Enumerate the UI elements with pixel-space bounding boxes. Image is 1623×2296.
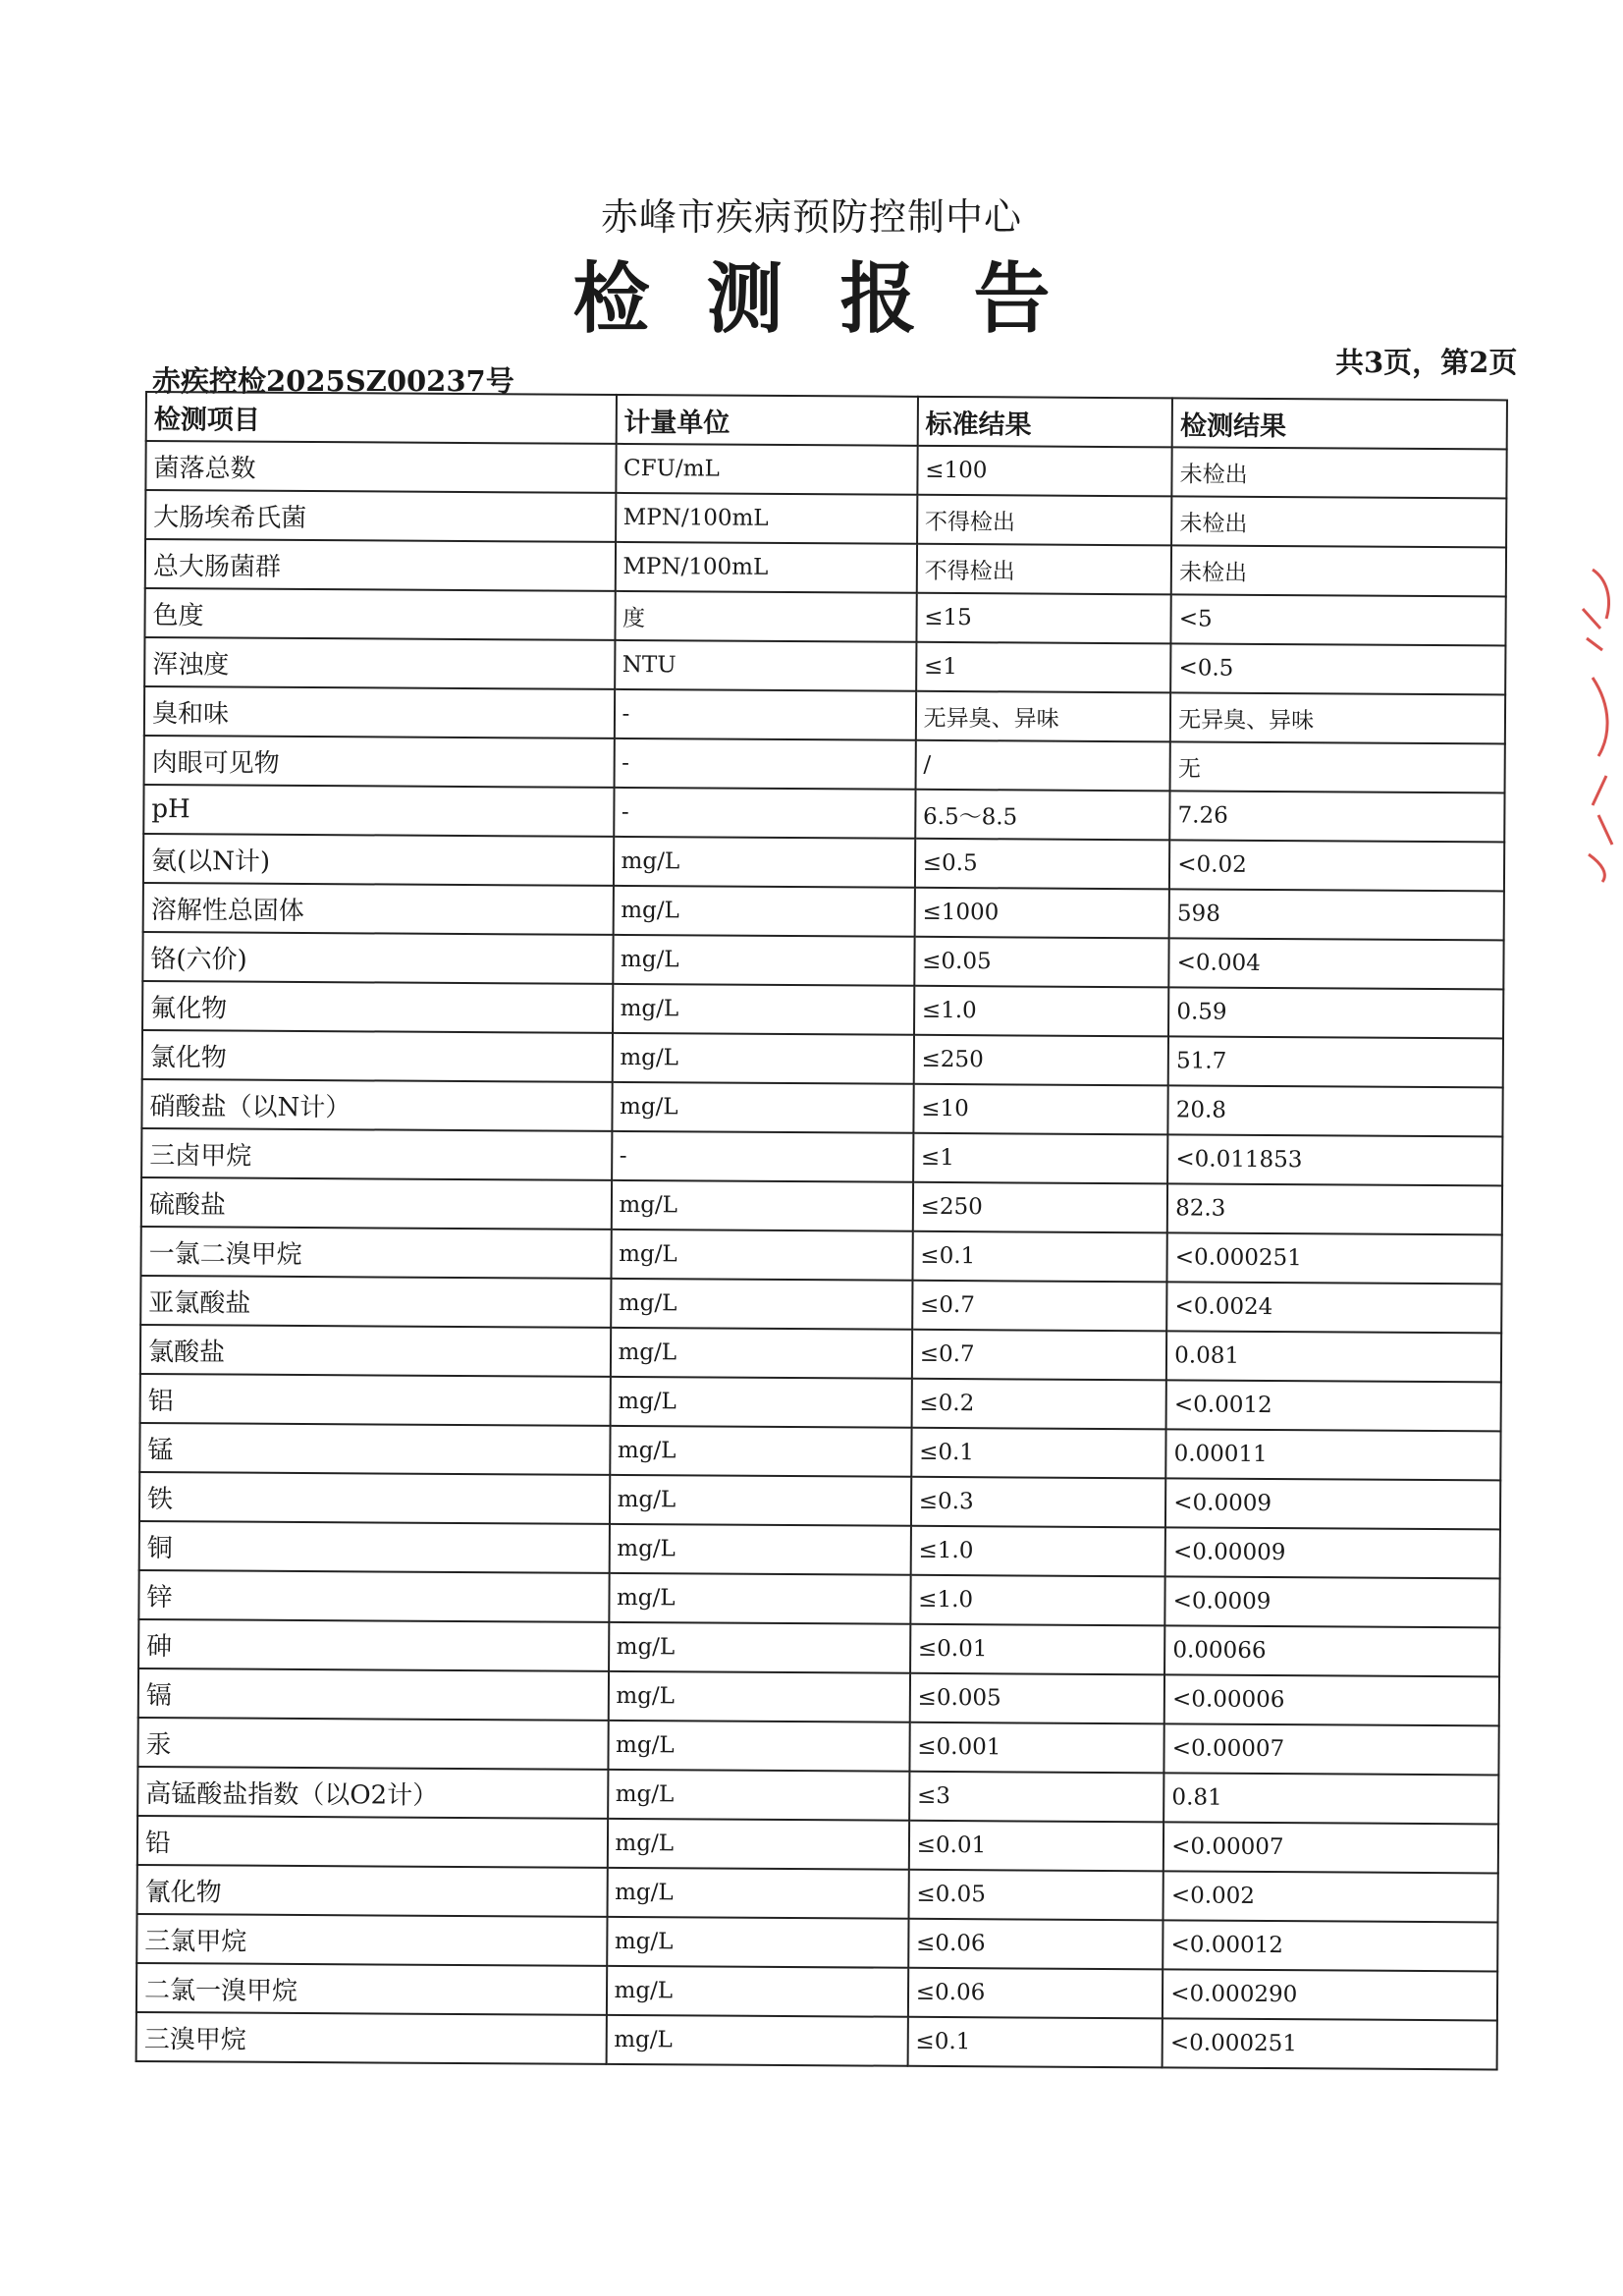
standard-cell: / [915, 740, 1170, 792]
item-cell: 二氯一溴甲烷 [136, 1963, 607, 2015]
table-header-row [146, 392, 1507, 449]
item-cell: 砷 [138, 1619, 609, 1671]
standard-cell: 无异臭、异味 [916, 691, 1171, 742]
table-row [136, 1914, 1497, 1971]
result-cell: <0.5 [1170, 643, 1505, 694]
standard-cell: ≤1.0 [910, 1575, 1165, 1626]
result-cell: 20.8 [1168, 1085, 1503, 1136]
table-row [138, 1570, 1499, 1627]
page-indicator: 共3页，第2页 [1335, 346, 1518, 379]
red-stamp-fragment [1563, 560, 1622, 884]
item-cell: 硝酸盐（以N计） [141, 1079, 612, 1131]
standard-cell: ≤0.06 [908, 1919, 1163, 1970]
item-cell: 总大肠菌群 [145, 539, 616, 591]
table-row [142, 1030, 1503, 1087]
item-cell: 三卤甲烷 [141, 1128, 612, 1180]
standard-cell: ≤15 [916, 593, 1171, 644]
standard-cell: ≤0.001 [909, 1722, 1164, 1774]
result-cell: <0.000251 [1163, 2018, 1497, 2069]
item-cell: 硫酸盐 [141, 1177, 612, 1230]
results-table [135, 391, 1508, 2070]
result-cell: 7.26 [1169, 791, 1504, 842]
unit-cell: - [614, 689, 916, 740]
result-cell: <0.0024 [1166, 1282, 1501, 1333]
item-cell: 高锰酸盐指数（以O2计） [137, 1767, 608, 1819]
item-cell: 浑浊度 [144, 637, 615, 689]
table-row [140, 1227, 1501, 1284]
table-row [139, 1521, 1500, 1578]
item-cell: 亚氯酸盐 [140, 1276, 611, 1328]
unit-cell: - [614, 788, 916, 839]
standard-cell: ≤0.01 [909, 1821, 1164, 1872]
table-row [140, 1325, 1501, 1382]
unit-cell: mg/L [606, 1966, 908, 2017]
standard-cell: ≤3 [909, 1772, 1164, 1823]
table-row [145, 441, 1506, 498]
result-cell: 0.00011 [1165, 1429, 1500, 1480]
standard-cell: ≤250 [913, 1035, 1168, 1086]
standard-cell: ≤0.7 [912, 1330, 1167, 1381]
result-cell: 51.7 [1168, 1036, 1503, 1087]
result-cell: 未检出 [1171, 545, 1506, 596]
table-row [138, 1619, 1499, 1676]
table-row [145, 490, 1506, 547]
result-cell: 无异臭、异味 [1170, 692, 1505, 743]
table-row [136, 2012, 1497, 2069]
result-cell: 598 [1169, 889, 1504, 940]
table-row [142, 932, 1503, 989]
standard-cell: 不得检出 [917, 495, 1172, 546]
unit-cell: CFU/mL [616, 444, 918, 495]
result-cell: <5 [1171, 594, 1506, 645]
unit-cell: mg/L [610, 1377, 912, 1428]
item-cell: 锰 [139, 1423, 610, 1475]
unit-cell: MPN/100mL [615, 542, 917, 593]
item-cell: 菌落总数 [145, 441, 616, 493]
column-header-unit: 计量单位 [616, 395, 918, 446]
unit-cell: mg/L [607, 1868, 909, 1919]
unit-cell: mg/L [612, 1033, 914, 1084]
unit-cell: mg/L [609, 1573, 911, 1624]
table-row [141, 1128, 1502, 1185]
column-header-standard: 标准结果 [917, 397, 1172, 448]
column-header-item: 检测项目 [146, 392, 617, 444]
result-cell: <0.0012 [1166, 1380, 1501, 1431]
unit-cell: mg/L [611, 1279, 913, 1330]
result-cell: 0.81 [1163, 1773, 1498, 1824]
result-cell: <0.00007 [1163, 1822, 1498, 1873]
item-cell: pH [143, 785, 614, 837]
item-cell: 氯酸盐 [140, 1325, 611, 1377]
standard-cell: 6.5～8.5 [915, 790, 1170, 841]
item-cell: 臭和味 [144, 686, 615, 738]
unit-cell: mg/L [611, 1180, 913, 1231]
standard-cell: ≤0.2 [911, 1379, 1166, 1430]
table-row [143, 883, 1504, 940]
result-cell: <0.0009 [1165, 1576, 1500, 1627]
unit-cell: mg/L [609, 1475, 911, 1526]
result-cell: <0.011853 [1167, 1134, 1502, 1185]
item-cell: 三溴甲烷 [136, 2012, 607, 2064]
item-cell: 大肠埃希氏菌 [145, 490, 616, 542]
standard-cell: ≤0.1 [911, 1428, 1166, 1479]
unit-cell: mg/L [608, 1721, 910, 1772]
result-cell: <0.00007 [1164, 1723, 1499, 1775]
unit-cell: mg/L [606, 2015, 908, 2066]
standard-cell: ≤250 [913, 1182, 1168, 1233]
item-cell: 溶解性总固体 [143, 883, 614, 935]
unit-cell: mg/L [608, 1770, 910, 1821]
unit-cell: NTU [615, 640, 917, 691]
unit-cell: mg/L [613, 984, 915, 1035]
unit-cell: mg/L [609, 1524, 911, 1575]
unit-cell: 度 [615, 591, 917, 642]
result-cell: <0.000251 [1167, 1232, 1502, 1284]
item-cell: 锌 [138, 1570, 609, 1622]
standard-cell: ≤1000 [914, 888, 1169, 939]
item-cell: 镉 [138, 1668, 609, 1721]
result-cell: 未检出 [1172, 447, 1507, 498]
result-cell: 0.081 [1166, 1331, 1501, 1382]
standard-cell: ≤1 [916, 642, 1171, 693]
standard-cell: ≤100 [917, 446, 1172, 497]
item-cell: 铜 [139, 1521, 610, 1573]
column-header-result: 检测结果 [1172, 398, 1507, 449]
result-cell: <0.02 [1169, 840, 1504, 891]
standard-cell: ≤0.05 [914, 937, 1169, 988]
unit-cell: mg/L [613, 886, 915, 937]
table-row [143, 834, 1504, 891]
standard-cell: ≤0.1 [907, 2017, 1163, 2068]
item-cell: 铁 [139, 1472, 610, 1524]
unit-cell: MPN/100mL [616, 493, 918, 544]
standard-cell: ≤0.05 [908, 1870, 1163, 1921]
standard-cell: 不得检出 [916, 544, 1171, 595]
result-cell: <0.004 [1169, 938, 1504, 989]
unit-cell: mg/L [613, 837, 915, 888]
standard-cell: ≤1 [913, 1133, 1168, 1184]
result-cell: 未检出 [1171, 496, 1506, 547]
table-row [142, 981, 1503, 1038]
item-cell: 铅 [137, 1816, 608, 1868]
item-cell: 肉眼可见物 [144, 736, 615, 788]
standard-cell: ≤0.06 [908, 1968, 1163, 2019]
standard-cell: ≤1.0 [910, 1526, 1165, 1577]
table-row [144, 736, 1505, 793]
standard-cell: ≤0.1 [912, 1231, 1167, 1283]
item-cell: 铬(六价) [142, 932, 613, 984]
table-row [141, 1177, 1502, 1234]
item-cell: 色度 [144, 588, 615, 640]
table-row [136, 1963, 1497, 2020]
unit-cell: mg/L [610, 1426, 912, 1477]
standard-cell: ≤0.005 [909, 1673, 1164, 1724]
unit-cell: mg/L [607, 1819, 909, 1870]
result-cell: 无 [1170, 741, 1505, 793]
table-row [141, 1079, 1502, 1136]
standard-cell: ≤1.0 [914, 986, 1169, 1037]
report-number: 赤疾控检2025SZ00237号 [152, 364, 514, 398]
table-row [137, 1865, 1498, 1922]
table-row [145, 539, 1506, 596]
item-cell: 铝 [140, 1374, 611, 1426]
result-cell: <0.00012 [1163, 1920, 1497, 1971]
unit-cell: - [612, 1131, 914, 1182]
standard-cell: ≤0.5 [915, 839, 1170, 890]
unit-cell: mg/L [611, 1230, 913, 1281]
item-cell: 氯化物 [142, 1030, 613, 1082]
table-row [137, 1767, 1498, 1824]
table-row [139, 1423, 1500, 1480]
table-row [138, 1668, 1499, 1725]
result-cell: <0.000290 [1163, 1969, 1497, 2020]
table-row [140, 1374, 1501, 1431]
standard-cell: ≤0.01 [910, 1624, 1165, 1675]
table-row [144, 637, 1505, 694]
table-row [140, 1276, 1501, 1333]
unit-cell: mg/L [613, 935, 915, 986]
item-cell: 氟化物 [142, 981, 613, 1033]
table-row [144, 588, 1505, 645]
unit-cell: mg/L [610, 1328, 912, 1379]
table-row [139, 1472, 1500, 1529]
report-title: 检测报告 [572, 254, 1108, 344]
item-cell: 汞 [137, 1718, 608, 1770]
standard-cell: ≤10 [913, 1084, 1168, 1135]
organization-name: 赤峰市疾病预防控制中心 [600, 195, 1022, 239]
result-cell: 0.59 [1168, 987, 1503, 1038]
result-cell: 0.00066 [1164, 1625, 1499, 1676]
item-cell: 氰化物 [137, 1865, 608, 1917]
table-row [144, 686, 1505, 743]
standard-cell: ≤0.7 [912, 1281, 1167, 1332]
result-cell: 82.3 [1167, 1183, 1502, 1234]
item-cell: 三氯甲烷 [136, 1914, 607, 1966]
result-cell: <0.00006 [1164, 1674, 1499, 1725]
item-cell: 一氯二溴甲烷 [140, 1227, 611, 1279]
unit-cell: mg/L [608, 1671, 910, 1722]
item-cell: 氨(以N计) [143, 834, 614, 886]
table-row [143, 785, 1504, 842]
result-cell: <0.002 [1163, 1871, 1498, 1922]
unit-cell: mg/L [612, 1082, 914, 1133]
table-row [137, 1816, 1498, 1873]
unit-cell: mg/L [609, 1622, 911, 1673]
unit-cell: mg/L [607, 1917, 909, 1968]
result-cell: <0.00009 [1165, 1527, 1500, 1578]
result-cell: <0.0009 [1165, 1478, 1500, 1529]
standard-cell: ≤0.3 [911, 1477, 1166, 1528]
table-row [137, 1718, 1498, 1775]
unit-cell: - [614, 738, 916, 790]
